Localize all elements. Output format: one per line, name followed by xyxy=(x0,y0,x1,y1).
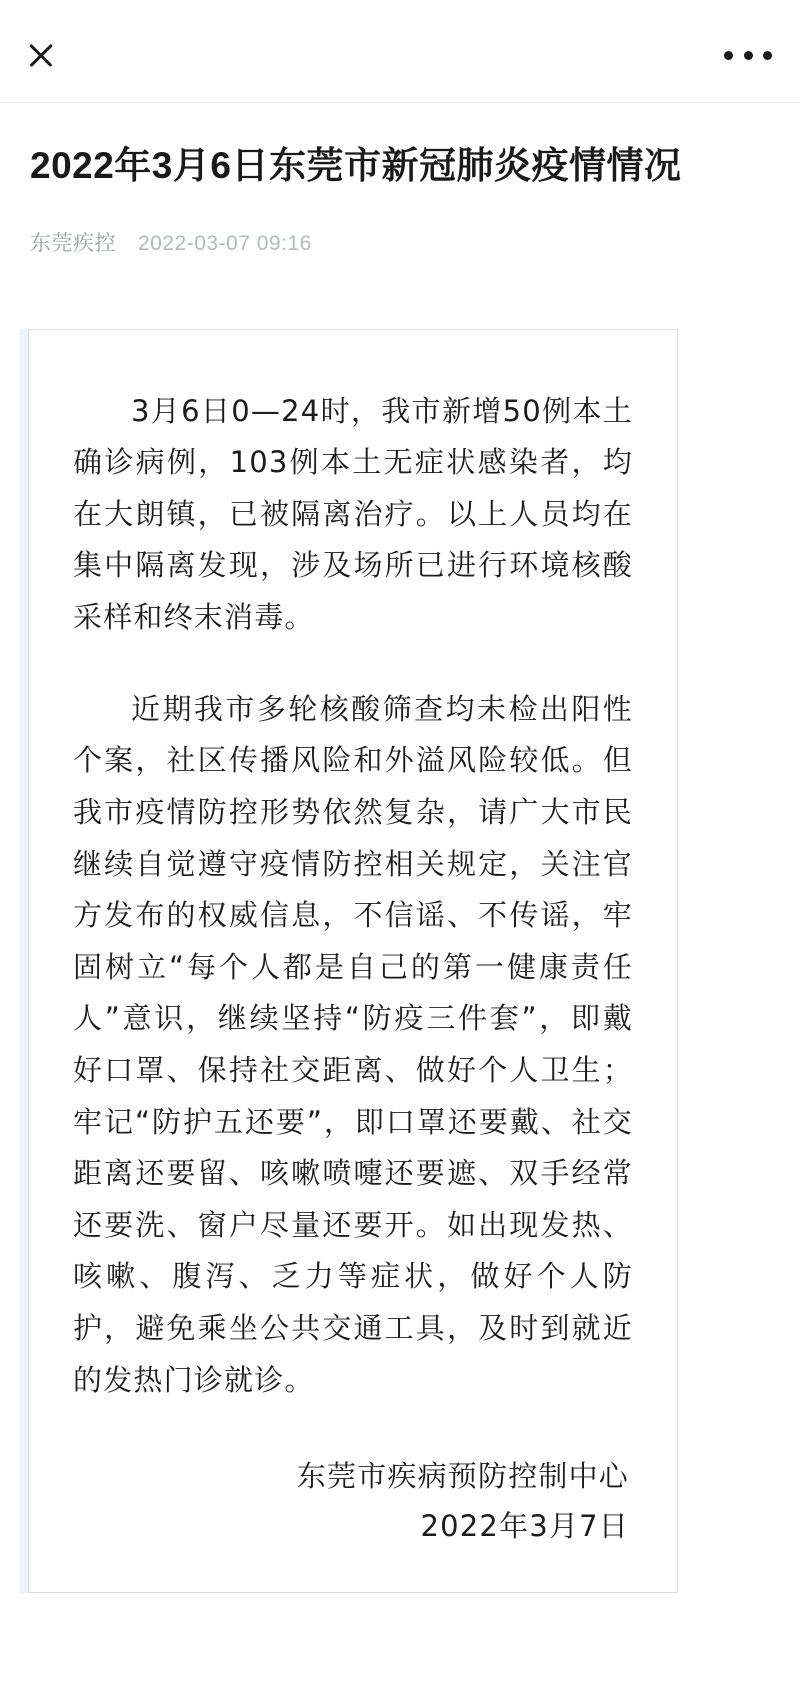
close-icon[interactable] xyxy=(24,38,58,72)
quote-card xyxy=(28,329,678,1593)
article-header xyxy=(0,103,800,257)
article-meta xyxy=(30,227,770,257)
more-dot xyxy=(724,51,733,60)
signature-org: 东莞市疾病预防控制中心 xyxy=(296,1459,629,1494)
article-paragraph: 近期我市多轮核酸筛查均未检出阳性个案，社区传播风险和外溢风险较低。但我市疫情防控形势依然复杂，请广大市民继续自觉遵守疫情防控相关规定，关注官方发布的权威信息，不信谣、不传谣，牢固树立“每个人都是自己的第一健康责任人”意识，继续坚持“防疫三件套”，即戴好口罩、保持社交距离、做好个人卫生；牢记“防护五还要”，即口罩还要戴、社交距离还要留、咳嗽喷嚏还要遮、双手经常还要洗、窗户尽量还要开。如出现发热、咳嗽、腹泻、乏力等症状，做好个人防护，避免乘坐公共交通工具，及时到就近的发热门诊就诊。 xyxy=(73,691,633,1397)
quote-card-wrapper xyxy=(0,329,800,1593)
article-author[interactable]: 东莞疾控 xyxy=(30,231,116,255)
article-date: 2022-03-07 09:16 xyxy=(138,231,312,255)
article-paragraph: 3月6日0—24时，我市新增50例本土确诊病例，103例本土无症状感染者，均在大朗镇，已被隔离治疗。以上人员均在集中隔离发现，涉及场所已进行环境核酸采样和终末消毒。 xyxy=(73,393,633,635)
signature-date: 2022年3月7日 xyxy=(420,1509,629,1544)
more-dot xyxy=(763,51,772,60)
more-dot xyxy=(744,51,753,60)
top-bar xyxy=(0,0,800,103)
more-options-icon[interactable] xyxy=(724,48,772,62)
page-title: 2022年3月6日东莞市新冠肺炎疫情情况 xyxy=(30,145,682,186)
article-signature xyxy=(73,1452,633,1552)
